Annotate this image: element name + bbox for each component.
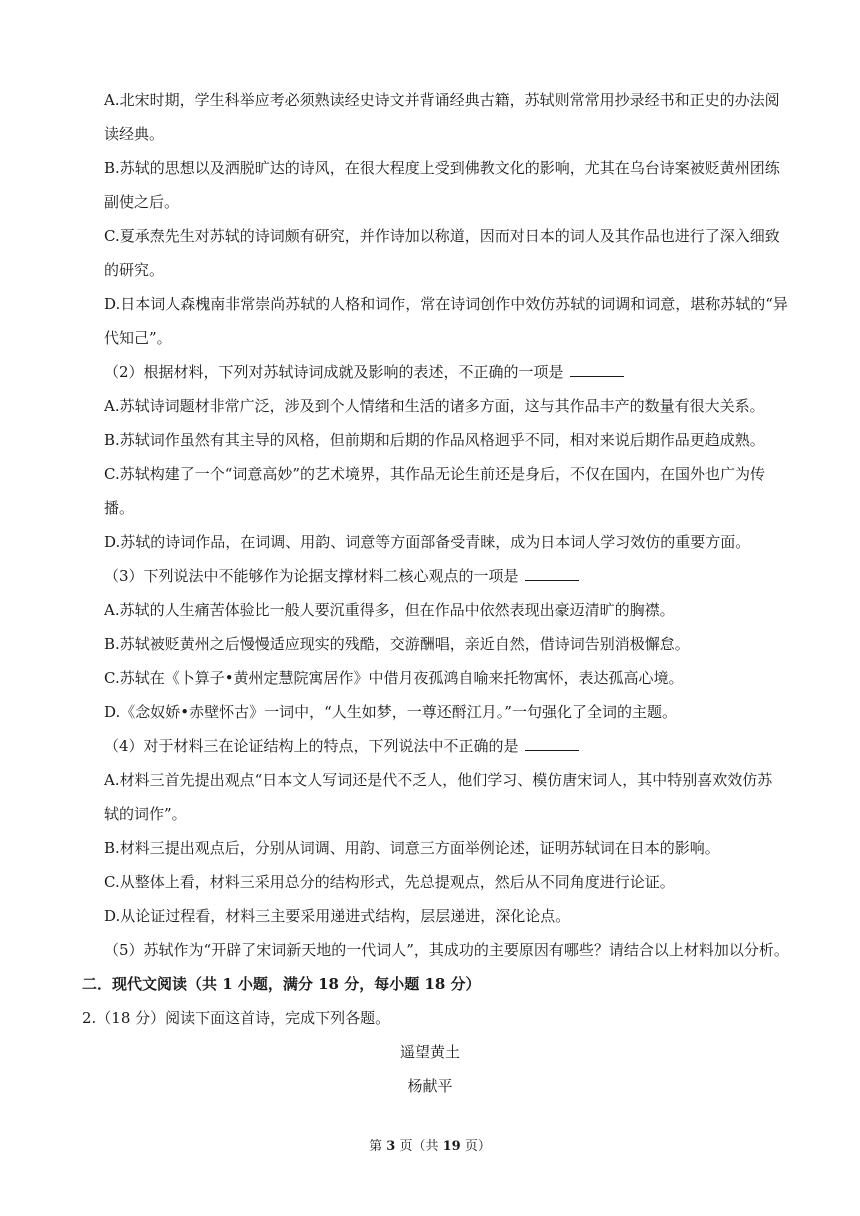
q4-stem-text: （4）对于材料三在论证结构上的特点，下列说法中不正确的是 [104, 737, 519, 755]
footer-suffix: 页） [460, 1139, 491, 1154]
q1-option-a-line1: A.北宋时期，学生科举应考必须熟读经史诗文并背诵经典古籍，苏轼则常常用抄录经书和正史的办法阅 [104, 91, 780, 109]
q4-option-a-line2: 轼的词作”。 [104, 805, 187, 823]
answer-blank [525, 566, 579, 581]
section-heading: 二．现代文阅读（共 1 小题，满分 18 分，每小题 18 分） [82, 975, 481, 993]
page-footer [0, 1138, 860, 1156]
q4-stem [104, 736, 579, 756]
total-page-count: 19 [442, 1139, 461, 1154]
footer-prefix: 第 [369, 1139, 387, 1154]
current-page-number: 3 [386, 1139, 396, 1154]
poem-title: 遥望黄土 [399, 1043, 460, 1061]
q3-stem-text: （3）下列说法中不能够作为论据支撑材料二核心观点的一项是 [104, 567, 519, 585]
q5-question: （5）苏轼作为“开辟了宋词新天地的一代词人”，其成功的主要原因有哪些？请结合以上材料加以分析。 [104, 941, 789, 959]
q3-stem [104, 566, 579, 586]
q1-option-b-line1: B.苏轼的思想以及洒脱旷达的诗风，在很大程度上受到佛教文化的影响，尤其在乌台诗案被贬黄州团练 [104, 159, 780, 177]
q1-option-a-line2: 读经典。 [104, 125, 165, 143]
q2-stem-text: （2）根据材料，下列对苏轼诗词成就及影响的表述，不正确的一项是 [104, 363, 564, 381]
q4-option-d: D.从论证过程看，材料三主要采用递进式结构，层层递进，深化论点。 [104, 907, 571, 925]
q3-option-b: B.苏轼被贬黄州之后慢慢适应现实的残酷，交游酬唱，亲近自然，借诗词告别消极懈怠。 [104, 635, 690, 653]
q1-option-d-line1: D.日本词人森槐南非常崇尚苏轼的人格和词作，常在诗词创作中效仿苏轼的词调和词意，堪称苏轼的“异 [104, 295, 788, 313]
q1-option-c-line1: C.夏承焘先生对苏轼的诗词颇有研究，并作诗加以称道，因而对日本的词人及其作品也进行了深入细致 [104, 227, 780, 245]
q2-option-c-line2: 播。 [104, 499, 135, 517]
q1-option-c-line2: 的研究。 [104, 261, 165, 279]
poem-author: 杨献平 [407, 1077, 453, 1095]
q3-option-d: D.《念奴娇•赤壁怀古》一词中，“人生如梦，一尊还酹江月。”一句强化了全词的主题。 [104, 703, 677, 721]
q4-option-c: C.从整体上看，材料三采用总分的结构形式，先总提观点，然后从不同角度进行论证。 [104, 873, 675, 891]
q3-option-a: A.苏轼的人生痛苦体验比一般人要沉重得多，但在作品中依然表现出豪迈清旷的胸襟。 [104, 601, 675, 619]
q4-option-b: B.材料三提出观点后，分别从词调、用韵、词意三方面举例论述，证明苏轼词在日本的影响。 [104, 839, 720, 857]
q2-stem [104, 362, 624, 382]
q4-option-a-line1: A.材料三首先提出观点“日本文人写词还是代不乏人，他们学习、模仿唐宋词人，其中特别喜欢效仿苏 [104, 771, 773, 789]
footer-middle: 页（共 [395, 1139, 443, 1154]
q2-option-b: B.苏轼词作虽然有其主导的风格，但前期和后期的作品风格迥乎不同，相对来说后期作品更趋成熟。 [104, 431, 765, 449]
q3-option-c: C.苏轼在《卜算子•黄州定慧院寓居作》中借月夜孤鸿自喻来托物寓怀，表达孤高心境。 [104, 669, 684, 687]
q2-option-a: A.苏轼诗词题材非常广泛，涉及到个人情绪和生活的诸多方面，这与其作品丰产的数量有很大关系。 [104, 397, 765, 415]
answer-blank [525, 736, 579, 751]
q1-option-d-line2: 代知己”。 [104, 329, 172, 347]
answer-blank [570, 362, 624, 377]
q2-option-d: D.苏轼的诗词作品，在词调、用韵、词意等方面部备受青睐，成为日本词人学习效仿的重要方面。 [104, 533, 751, 551]
q2-option-c-line1: C.苏轼构建了一个“词意高妙”的艺术境界，其作品无论生前还是身后，不仅在国内，在国外也广为传 [104, 465, 766, 483]
question-2-intro: 2.（18 分）阅读下面这首诗，完成下列各题。 [82, 1009, 391, 1027]
q1-option-b-line2: 副使之后。 [104, 193, 180, 211]
